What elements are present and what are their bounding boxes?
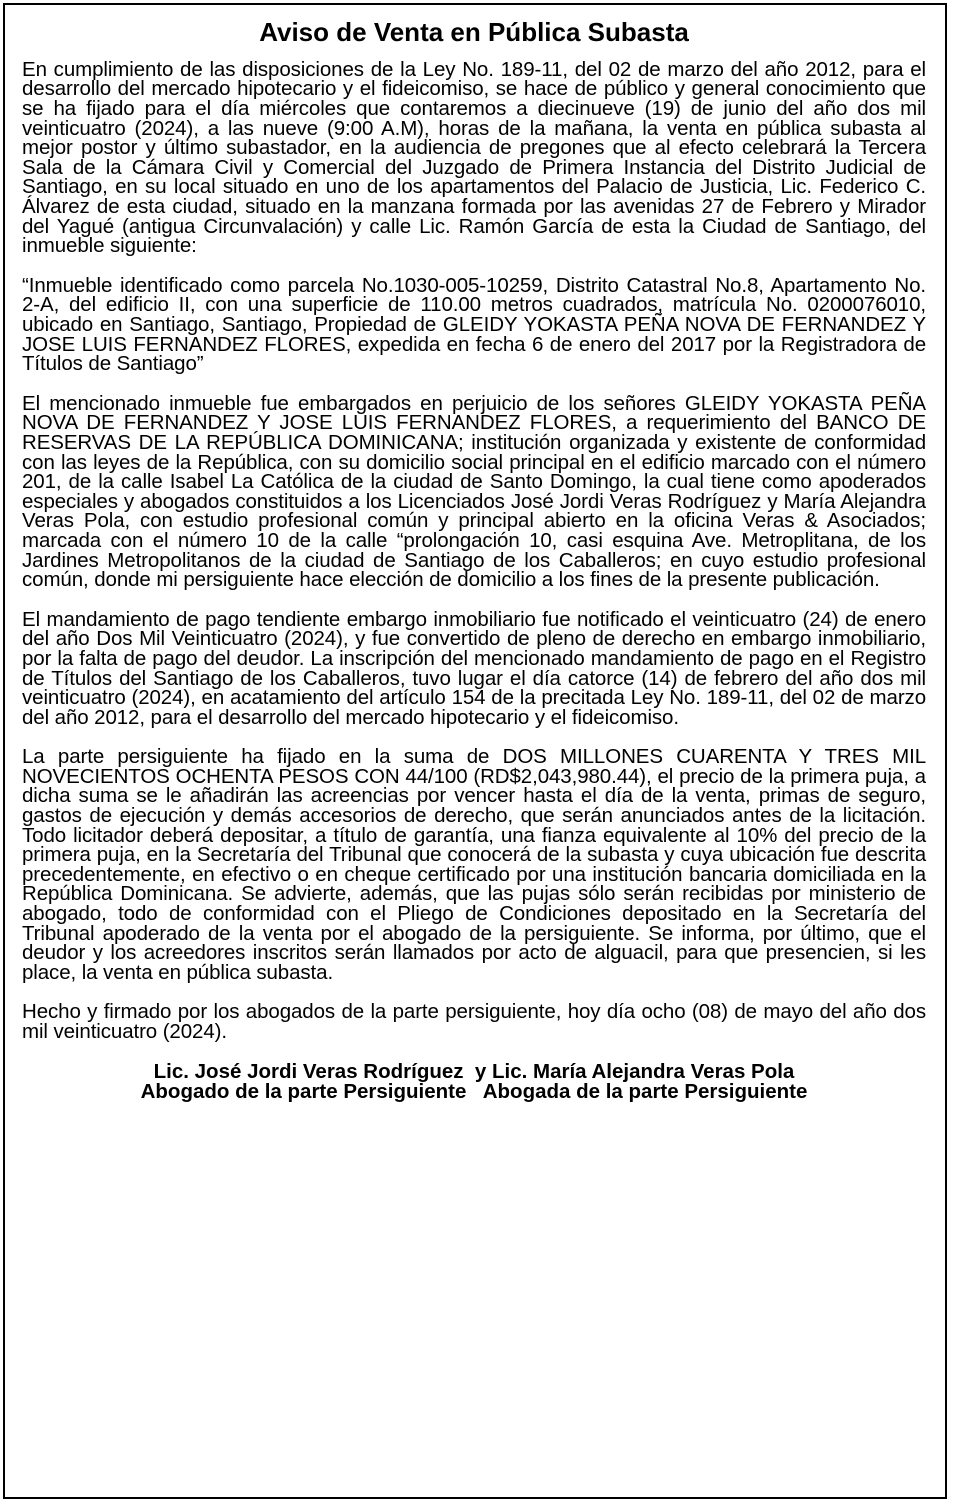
signature-roles: Abogado de la parte Persiguiente Abogada de la parte Persiguiente — [140, 1079, 808, 1103]
paragraph-auction-price: La parte persiguiente ha fijado en la suma de DOS MILLONES CUARENTA Y TRES MIL NOVECIENTOS OCHENTA PESOS CON 44/100 (RD$2,043,980.44), el precio de la primera puja, a dicha suma se le añadirán las acreencias por vencer hasta el día de la venta, primas de seguro, gastos de ejecución y demás accesorios de derecho, que serán anunciados antes de la licitación. Todo licitador deberá depositar, a título de garantía, una fianza equivalente al 10% del precio de la primera puja, en la Secretaría del Tribunal que conocerá de la subasta y cuya ubicación fue descrita precedentemente, en efectivo o en cheque certificado por una institución bancaria domiciliada en la República Dominicana. Se advierte, además, que las pujas sólo serán recibidas por ministerio de abogado, todo de conformidad con el Pliego de Condiciones depositado en la Secretaría del Tribunal apoderado de la venta por el abogado de la persiguiente. Se informa, por último, que el deudor y los acreedores inscritos serán llamados por acto de alguacil, para que presencien, si les place, la venta en pública subasta. — [22, 745, 926, 984]
notice-title: Aviso de Venta en Pública Subasta — [259, 17, 689, 47]
notice-content — [22, 18, 926, 1102]
paragraph-property-description: “Inmueble identificado como parcela No.1030-005-10259, Distrito Catastral No.8, Apartamento No. 2-A, del edificio II, con una superficie de 110.00 metros cuadrados, matrícula No. 0200076010, ubicado en Santiago, Santiago, Propiedad de GLEIDY YOKASTA PEÑA NOVA DE FERNANDEZ Y JOSE LUIS FERNANDEZ FLORES, expedida en fecha 6 de enero del 2017 por la Registradora de Títulos de Santiago” — [22, 273, 926, 376]
paragraph-payment-order: El mandamiento de pago tendiente embargo inmobiliario fue notificado el veinticuatro (24) de enero del año Dos Mil Veinticuatro (2024), y fue convertido de pleno de derecho en embargo inmobiliario, por la falta de pago del deudor. La inscripción del mencionado mandamiento de pago en el Registro de Títulos del Santiago de los Caballeros, tuvo lugar el día catorce (14) de febrero del año dos mil veinticuatro (2024), en acatamiento del artículo 154 de la precitada Ley No. 189-11, del 02 de marzo del año 2012, para el desarrollo del mercado hipotecario y el fideicomiso. — [22, 607, 926, 729]
paragraph-intro: En cumplimiento de las disposiciones de la Ley No. 189-11, del 02 de marzo del año 2012, para el desarrollo del mercado hipotecario y el fideicomiso, se hace de público y general conocimiento que se ha fijado para el día miércoles que contaremos a diecinueve (19) de junio del año dos mil veinticuatro (2024), a las nueve (9:00 A.M), horas de la mañana, la venta en pública subasta al mejor postor y último subastador, en la audiencia de pregones que al efecto celebrará la Tercera Sala de la Cámara Civil y Comercial del Juzgado de Primera Instancia del Distrito Judicial de Santiago, en su local situado en uno de los apartamentos del Palacio de Justicia, Lic. Federico C. Álvarez de esta ciudad, situado en la manzana formada por las avenidas 27 de Febrero y Mirador del Yagué (antigua Circunvalación) y calle Lic. Ramón García de esta la Ciudad de Santiago, del inmueble siguiente: — [22, 57, 926, 258]
signature-block — [22, 1059, 926, 1103]
signature-names: Lic. José Jordi Veras Rodríguez y Lic. María Alejandra Veras Pola — [153, 1059, 795, 1083]
paragraph-signed-date: Hecho y firmado por los abogados de la parte persiguiente, hoy día ocho (08) de mayo del año dos mil veinticuatro (2024). — [22, 1000, 926, 1044]
paragraph-seizure-details: El mencionado inmueble fue embargados en perjuicio de los señores GLEIDY YOKASTA PEÑA NOVA DE FERNANDEZ Y JOSE LUIS FERNANDEZ FLORES, a requerimiento del BANCO DE RESERVAS DE LA REPÚBLICA DOMINICANA; institución organizada y existente de conformidad con las leyes de la República, con su domicilio social principal en el edificio marcado con el número 201, de la calle Isabel La Católica de la ciudad de Santo Domingo, la cual tiene como apoderados especiales y abogados constituidos a los Licenciados José Jordi Veras Rodríguez y María Alejandra Veras Pola, con estudio profesional común y principal abierto en la oficina Veras & Asociados; marcada con el número 10 de la calle “prolongación 10, casi esquina Ave. Metroplitana, de los Jardines Metropolitanos de la ciudad de Santiago de los Caballeros; en cuyo estudio profesional común, donde mi persiguiente hace elección de domicilio a los fines de la presente publicación. — [22, 391, 926, 592]
